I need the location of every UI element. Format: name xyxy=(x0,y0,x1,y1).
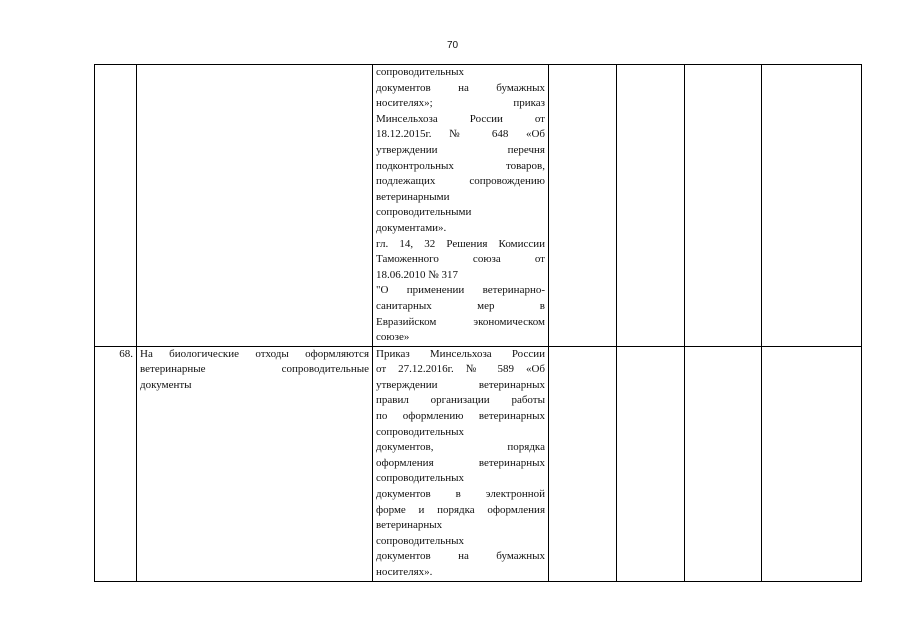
text-line: подконтрольных товаров, xyxy=(376,159,545,172)
text-line: подлежащих сопровождению xyxy=(376,175,545,188)
text-line: гл. 14, 32 Решения Комиссии xyxy=(376,237,545,250)
text-line: документов на бумажных xyxy=(376,550,545,563)
text-line: союзе» xyxy=(376,331,410,344)
requirement-cell xyxy=(137,346,373,581)
text-line: по оформлению ветеринарных xyxy=(376,410,545,423)
table-row xyxy=(95,346,862,581)
text-line: сопроводительными xyxy=(376,206,472,219)
text-line: "О применении ветеринарно- xyxy=(376,284,545,297)
answer-yes-cell xyxy=(549,346,617,581)
text-line: утверждении перечня xyxy=(376,143,545,156)
answer-not-applicable-cell xyxy=(685,65,762,347)
text-line: Евразийском экономическом xyxy=(376,315,545,328)
notes-cell xyxy=(762,346,862,581)
text-line: 18.06.2010 № 317 xyxy=(376,268,458,281)
text-line: правил организации работы xyxy=(376,394,545,407)
text-line: 18.12.2015г. № 648 «Об xyxy=(376,128,545,141)
text-line: Приказ Минсельхоза России xyxy=(376,347,545,360)
text-line: документов, порядка xyxy=(376,441,545,454)
text-line: документами». xyxy=(376,221,447,234)
requirement-cell xyxy=(137,65,373,347)
answer-not-applicable-cell xyxy=(685,346,762,581)
text-line: сопроводительных xyxy=(376,425,465,438)
answer-yes-cell xyxy=(549,65,617,347)
text-line: Таможенного союза от xyxy=(376,253,545,266)
notes-cell xyxy=(762,65,862,347)
row-number-cell xyxy=(95,65,137,347)
answer-no-cell xyxy=(617,65,685,347)
legal-reference-cell xyxy=(373,65,549,347)
text-line: Минсельхоза России от xyxy=(376,112,545,125)
table-row xyxy=(95,65,862,347)
text-line: носителях». xyxy=(376,566,433,578)
text-line: оформления ветеринарных xyxy=(376,456,545,469)
row-number-cell: 68. xyxy=(95,346,137,581)
text-line: На биологические отходы оформляются xyxy=(140,347,369,360)
text-line: документов на бумажных xyxy=(376,81,545,94)
text-line: сопроводительных xyxy=(376,66,465,78)
text-line: ветеринарных xyxy=(376,519,443,532)
text-line: ветеринарные сопроводительные xyxy=(140,363,369,376)
text-line: форме и порядка оформления xyxy=(376,503,545,516)
text-line: от 27.12.2016г. № 589 «Об xyxy=(376,363,545,376)
text-line: санитарных мер в xyxy=(376,299,545,312)
text-line: ветеринарными xyxy=(376,190,450,203)
text-line: документов в электронной xyxy=(376,488,545,501)
text-line: утверждении ветеринарных xyxy=(376,378,545,391)
answer-no-cell xyxy=(617,346,685,581)
text-line: носителях»; приказ xyxy=(376,97,545,110)
checklist-table xyxy=(94,64,862,582)
legal-reference-cell xyxy=(373,346,549,581)
text-line: документы xyxy=(140,378,192,391)
text-line: сопроводительных xyxy=(376,534,465,547)
text-line: сопроводительных xyxy=(376,472,465,485)
page-number: 70 xyxy=(446,40,459,51)
